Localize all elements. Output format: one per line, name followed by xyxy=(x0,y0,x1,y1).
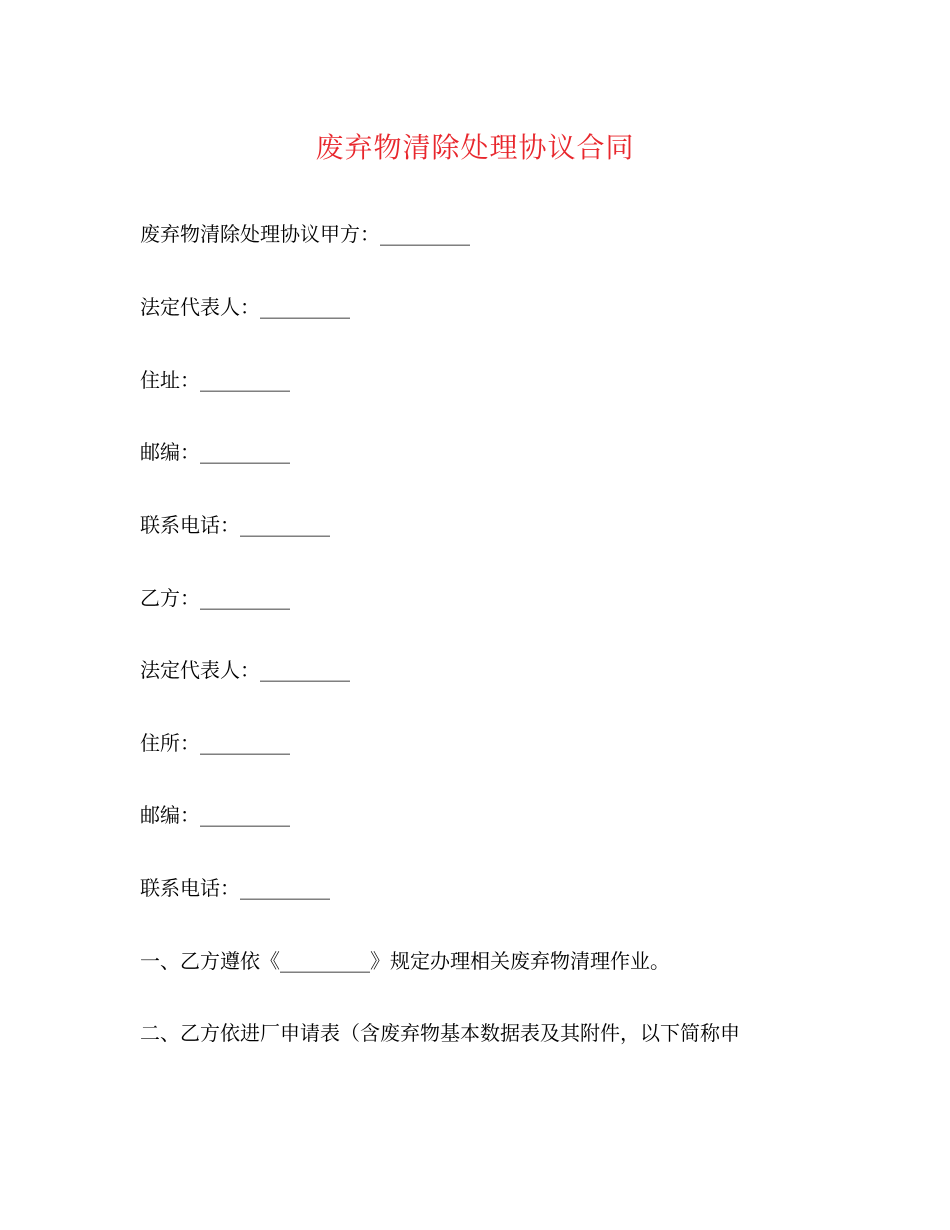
clause-1 xyxy=(140,947,670,975)
party-b-phone-blank: _________ xyxy=(240,876,330,900)
party-b-phone-line xyxy=(140,874,330,902)
party-b-line xyxy=(140,584,290,612)
party-b-postcode-blank: _________ xyxy=(200,803,290,827)
party-a-phone-blank: _________ xyxy=(240,513,330,537)
party-a-blank: _________ xyxy=(380,222,470,246)
party-b-blank: _________ xyxy=(200,586,290,610)
party-b-postcode-line xyxy=(140,801,290,829)
party-a-postcode-blank: _________ xyxy=(200,440,290,464)
party-a-label: 废弃物清除处理协议甲方： xyxy=(140,222,380,246)
party-b-rep-blank: _________ xyxy=(260,658,350,682)
party-a-address-label: 住址： xyxy=(140,368,200,392)
party-b-address-label: 住所： xyxy=(140,731,200,755)
clause-1-suffix: 》规定办理相关废弃物清理作业。 xyxy=(370,949,670,973)
party-a-rep-label: 法定代表人： xyxy=(140,295,260,319)
clause-2-text: 二、乙方依进厂申请表（含废弃物基本数据表及其附件，以下简称申 xyxy=(140,1021,740,1045)
party-a-phone-line xyxy=(140,511,330,539)
clause-1-prefix: 一、乙方遵依《 xyxy=(140,949,280,973)
party-b-phone-label: 联系电话： xyxy=(140,876,240,900)
party-a-postcode-label: 邮编： xyxy=(140,440,200,464)
party-b-address-blank: _________ xyxy=(200,731,290,755)
clause-1-blank: _________ xyxy=(280,949,370,973)
clause-2 xyxy=(140,1019,740,1047)
party-a-phone-label: 联系电话： xyxy=(140,513,240,537)
party-b-rep-label: 法定代表人： xyxy=(140,658,260,682)
document-title: 废弃物清除处理协议合同 xyxy=(315,131,635,164)
party-a-line xyxy=(140,220,470,248)
party-a-rep-blank: _________ xyxy=(260,295,350,319)
party-a-postcode-line xyxy=(140,438,290,466)
party-b-postcode-label: 邮编： xyxy=(140,803,200,827)
party-a-address-blank: _________ xyxy=(200,368,290,392)
party-b-rep-line xyxy=(140,656,350,684)
party-a-rep-line xyxy=(140,293,350,321)
party-a-address-line xyxy=(140,366,290,394)
party-b-label: 乙方： xyxy=(140,586,200,610)
party-b-address-line xyxy=(140,729,290,757)
